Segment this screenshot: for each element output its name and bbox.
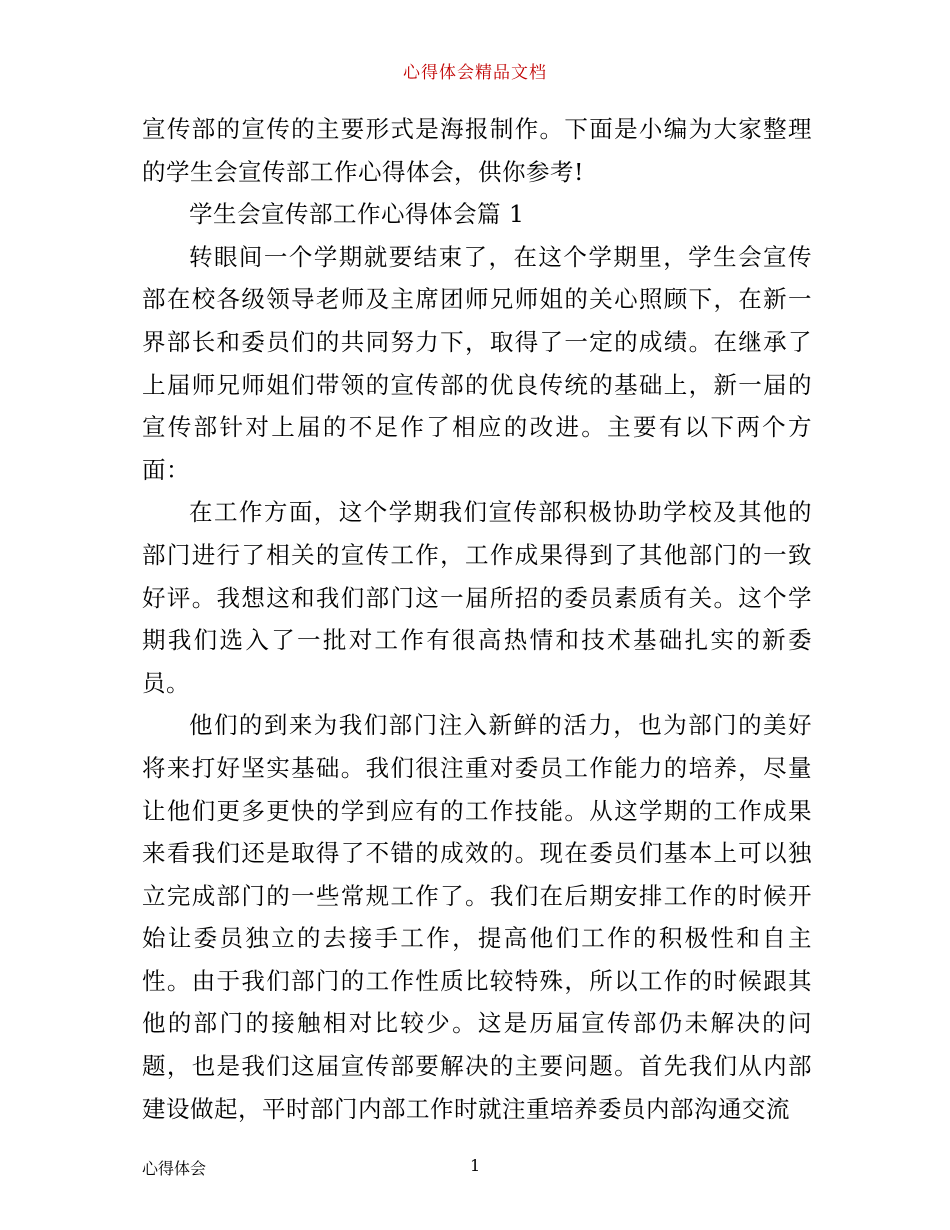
section-title: 学生会宣传部工作心得体会篇 1 xyxy=(189,200,525,229)
body-paragraph: 转眼间一个学期就要结束了，在这个学期里，学生会宣传部在校各级领导老师及主席团师兄师姐的关心照顾下，在新一界部长和委员们的共同努力下，取得了一定的成绩。在继承了上届师兄师姐们带领的宣传部的优良传统的基础上，新一届的宣传部针对上届的不足作了相应的改进。主要有以下两个方面： xyxy=(142,242,812,484)
document-body xyxy=(142,108,812,1130)
body-paragraph: 在工作方面，这个学期我们宣传部积极协助学校及其他的部门进行了相关的宣传工作，工作成果得到了其他部门的一致好评。我想这和我们部门这一届所招的委员素质有关。这个学期我们选入了一批对工作有很高热情和技术基础扎实的新委员。 xyxy=(142,498,812,697)
page-number: 1 xyxy=(470,1156,481,1175)
page-header-title: 心得体会精品文档 xyxy=(403,63,547,83)
footer-label: 心得体会 xyxy=(142,1159,207,1178)
intro-paragraph: 宣传部的宣传的主要形式是海报制作。下面是小编为大家整理的学生会宣传部工作心得体会，供你参考! xyxy=(142,115,812,186)
body-paragraph: 他们的到来为我们部门注入新鲜的活力，也为部门的美好将来打好坚实基础。我们很注重对委员工作能力的培养，尽量让他们更多更快的学到应有的工作技能。从这学期的工作成果来看我们还是取得了不错的成效的。现在委员们基本上可以独立完成部门的一些常规工作了。我们在后期安排工作的时候开始让委员独立的去接手工作，提高他们工作的积极性和自主性。由于我们部门的工作性质比较特殊，所以工作的时候跟其他的部门的接触相对比较少。这是历届宣传部仍未解决的问题，也是我们这届宣传部要解决的主要问题。首先我们从内部建设做起，平时部门内部工作时就注重培养委员内部沟通交流 xyxy=(142,711,812,1123)
